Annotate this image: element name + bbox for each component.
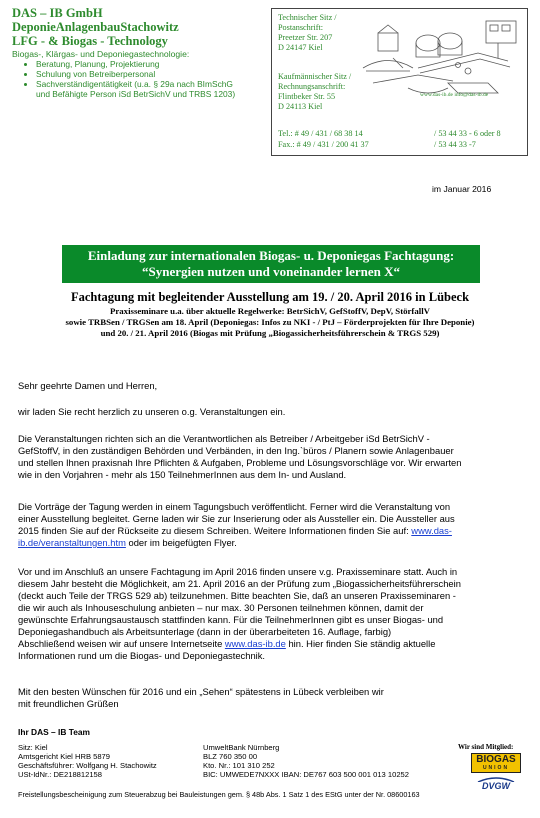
paragraph-3 bbox=[18, 566, 540, 662]
company-line-1: DAS – IB GmbH bbox=[12, 6, 103, 20]
website-link[interactable]: www.das-ib.de bbox=[224, 638, 286, 649]
paragraph-line: gewünschte Erfahrungsaustausch stattfinden kann. Für die TeilnehmerInnen gibt es unser Biogas- und bbox=[18, 614, 444, 625]
dvgw-logo bbox=[474, 776, 518, 791]
service-item: • Beratung, Planung, Projektierung bbox=[36, 59, 276, 69]
event-heading: Fachtagung mit begleitender Ausstellung am 19. / 20. April 2016 in Lübeck bbox=[70, 290, 470, 304]
address-line: Rechnungsanschrift: bbox=[278, 82, 346, 91]
footer-company-info bbox=[18, 743, 157, 779]
subheading-line: und 20. / 21. April 2016 (Biogas mit Prüfung „Biogassicherheitsführerschein & TRGS 529) bbox=[100, 328, 440, 338]
contact-numbers bbox=[278, 129, 526, 150]
closing-line: mit freundlichen Grüßen bbox=[18, 698, 119, 709]
address-box bbox=[271, 8, 528, 156]
banner-line-2: “Synergien nutzen und voneinander lernen X“ bbox=[142, 264, 400, 279]
company-line-2: DeponieAnlagenbauStachowitz bbox=[12, 20, 179, 34]
technical-address bbox=[278, 13, 337, 53]
intro-line: wir laden Sie recht herzlich zu unseren o.g. Veranstaltungen ein. bbox=[18, 406, 286, 417]
subheading-line: sowie TRBSen / TRGSen am 18. April (Deponiegas: Infos zu NKI - / PtJ – Förderprojekten für Ihre Deponie) bbox=[65, 317, 475, 327]
footer-line: UmweltBank Nürnberg bbox=[203, 743, 280, 752]
seminar-subheading bbox=[0, 306, 540, 339]
footer-line: USt-IdNr.: DE218812158 bbox=[18, 770, 103, 779]
address-line: Preetzer Str. 207 bbox=[278, 33, 333, 42]
paragraph-line: Vor und im Anschluß an unsere Fachtagung im April 2016 finden unsere v.g. Praxisseminare statt. Auch in bbox=[18, 566, 458, 577]
footer-bank-info bbox=[203, 743, 409, 779]
salutation: Sehr geehrte Damen und Herren, bbox=[18, 380, 158, 391]
paragraph-line: (deckt auch Teile der TRGS 529 ab) teilzunehmen. Bitte beachten Sie, daß an unseren Praxisseminaren - bbox=[18, 590, 456, 601]
membership-label: Wir sind Mitglied: bbox=[458, 743, 514, 751]
commercial-address bbox=[278, 72, 351, 112]
company-line-3: LFG - & Biogas - Technology bbox=[12, 34, 168, 48]
tax-note: Freistellungsbescheinigung zum Steuerabzug bei Bauleistungen gem. § 48b Abs. 1 Satz 1 des EStG unter der Nr. 08600163 bbox=[18, 790, 420, 799]
banner-line-1: Einladung zur internationalen Biogas- u. Deponiegas Fachtagung: bbox=[87, 248, 455, 263]
paragraph-line: einer Ausstellung begleitet. Gerne laden wir Sie zur Inserierung oder als Aussteller ein. Die Aussteller aus bbox=[18, 513, 455, 524]
tel-extension: / 53 44 33 - 6 oder 8 bbox=[434, 129, 501, 138]
website-link[interactable]: www.das- bbox=[411, 525, 452, 536]
services-subtitle: Biogas-, Klärgas- und Deponiegastechnologie: bbox=[12, 49, 190, 59]
fax-extension: / 53 44 33 -7 bbox=[434, 139, 476, 149]
paragraph-2 bbox=[18, 501, 540, 549]
paragraph-line: die wir auch als Inhouseschulung anbieten – nur max. 30 Personen teilnehmen können, damit der bbox=[18, 602, 424, 613]
footer-line: BLZ 760 350 00 bbox=[203, 752, 258, 761]
footer-line: Kto. Nr.: 101 310 252 bbox=[203, 761, 275, 770]
biogas-logo-text: BIOGAS bbox=[476, 754, 516, 765]
paragraph-line: 2015 finden Sie auf der Rückseite zu diesem Schreiben. Weitere Informationen finden Sie auf: bbox=[18, 525, 412, 536]
biogas-union-logo bbox=[471, 753, 521, 773]
paragraph-line: Die Vorträge der Tagung werden in einem Tagungsbuch veröffentlicht. Ferner wird die Veranstaltung von bbox=[18, 501, 451, 512]
address-line: D 24113 Kiel bbox=[278, 102, 323, 111]
services-list bbox=[22, 59, 276, 99]
letter-date: im Januar 2016 bbox=[432, 184, 492, 194]
dvgw-logo-text: DVGW bbox=[482, 781, 510, 791]
paragraph-line: oder im beigefügten Flyer. bbox=[125, 537, 237, 548]
paragraph-line: Deponiegashandbuch als Arbeitsunterlage (dann in der überarbeiteten 16. Auflage, farbig) bbox=[18, 626, 392, 637]
footer-line: Geschäftsführer: Wolfgang H. Stachowitz bbox=[18, 761, 157, 770]
subheading-line: Praxisseminare u.a. über aktuelle Regelwerke: BetrSichV, GefStoffV, DepV, StörfallV bbox=[110, 306, 430, 316]
address-line: D 24147 Kiel bbox=[278, 43, 323, 52]
service-item: • Sachverständigentätigkeit (u.a. § 29a nach BImSchG bbox=[36, 79, 276, 89]
web-line: www.das-ib.de info@das-ib.de bbox=[420, 92, 489, 98]
paragraph-line: diesem Jahr besteht die Möglichkeit, am 21. April 2016 an der Prüfung zum „Biogassicherheitsführerschein bbox=[18, 578, 461, 589]
paragraph-line: GefStoffV, in den zuständigen Behörden und Verbänden, in den Ing.`büros / Planern sowie Anlagenbauer bbox=[18, 445, 454, 456]
paragraph-line: hin. Hier finden Sie ständig aktuelle bbox=[285, 638, 436, 649]
paragraph-line: Informationen rund um die Biogas- und Deponiegastechnik. bbox=[18, 650, 266, 661]
address-line: Postanschrift: bbox=[278, 23, 324, 32]
paragraph-line: und stellen Ihnen praxisnah Ihre Pflichten & Aufgaben, Probleme und Lösungsvorschläge vor. Wir erwarten bbox=[18, 457, 462, 468]
service-item: • Schulung von Betreiberpersonal bbox=[36, 69, 276, 79]
paragraph-line: Abschließend weisen wir auf unsere Internetseite bbox=[18, 638, 225, 649]
signature: Ihr DAS – IB Team bbox=[18, 727, 90, 737]
closing bbox=[18, 686, 540, 710]
service-item-continued: und Befähigte Person iSd BetrSichV und TRBS 1203) bbox=[36, 89, 236, 99]
closing-line: Mit den besten Wünschen für 2016 und ein „Sehen“ spätestens in Lübeck verbleiben wir bbox=[18, 686, 384, 697]
plant-illustration-icon bbox=[358, 13, 524, 113]
company-name bbox=[12, 6, 179, 48]
invitation-banner bbox=[62, 245, 480, 283]
footer-line: Amtsgericht Kiel HRB 5879 bbox=[18, 752, 111, 761]
footer-line: BIC: UMWEDE7NXXX IBAN: DE767 603 500 001 013 10252 bbox=[203, 770, 409, 779]
tel-number: Tel.: # 49 / 431 / 68 38 14 bbox=[278, 129, 363, 138]
address-line: Kaufmännischer Sitz / bbox=[278, 72, 352, 81]
address-line: Flintbeker Str. 55 bbox=[278, 92, 336, 101]
fax-number: Fax.: # 49 / 431 / 200 41 37 bbox=[278, 139, 369, 149]
footer-line: Sitz: Kiel bbox=[18, 743, 48, 752]
address-line: Technischer Sitz / bbox=[278, 13, 337, 22]
paragraph-line: wie in den Vorjahren - mehr als 150 TeilnehmerInnen aus dem In- und Ausland. bbox=[18, 469, 347, 480]
biogas-logo-subtext: UNION bbox=[482, 765, 510, 771]
events-link[interactable]: ib.de/veranstaltungen.htm bbox=[18, 537, 126, 548]
paragraph-line: Die Veranstaltungen richten sich an die Verantwortlichen als Betreiber / Arbeitgeber iSd BetrSichV - bbox=[18, 433, 430, 444]
paragraph-1 bbox=[18, 433, 540, 481]
